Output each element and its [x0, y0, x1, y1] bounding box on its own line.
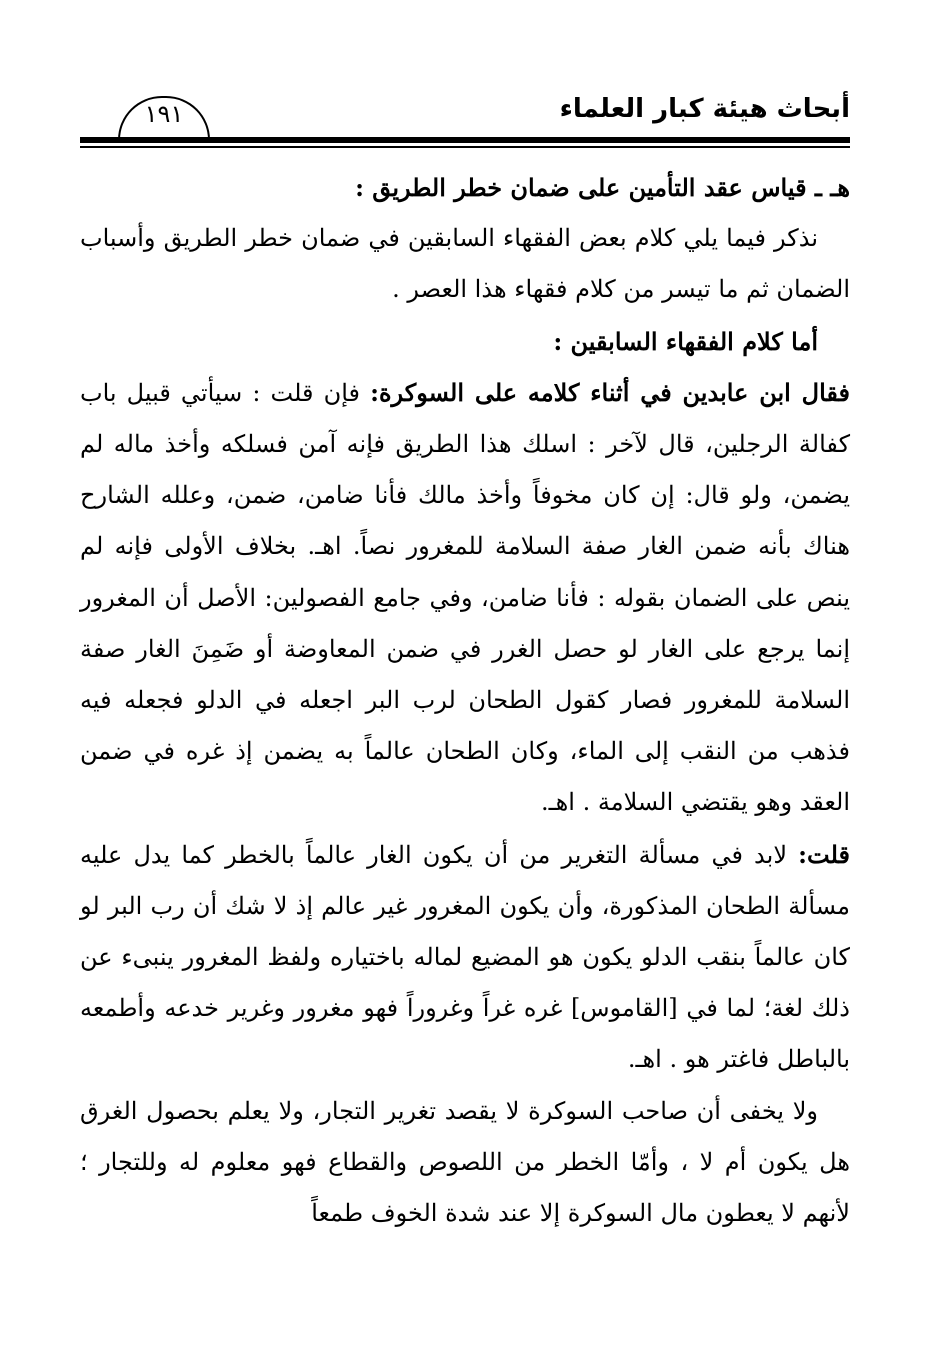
section-heading: هـ ـ قياس عقد التأمين على ضمان خطر الطريق : — [355, 173, 850, 202]
header-rule-thick — [80, 137, 850, 143]
qult-paragraph — [80, 829, 850, 1086]
intro-paragraph: نذكر فيما يلي كلام بعض الفقهاء السابقين في ضمان خطر الطريق وأسباب الضمان ثم ما تيسر من كلام فقهاء هذا العصر . — [80, 224, 850, 304]
qult-text: لابد في مسألة التغرير من أن يكون الغار عالماً بالخطر كما يدل عليه مسألة الطحان المذكورة، وأن يكون المغرور غير عالم إذ لا شك أن رب البر لو كان عالماً بنقب الدلو يكون هو المضيع لماله باختياره ولفظ المغرور ينبىء عن ذلك لغة؛ لما في [القاموس] غره غراً وغروراً فهو مغرور وغرير خدعه وأطمعه بالباطل فاغتر هو . اهـ. — [80, 840, 850, 1074]
header-rule-thin — [80, 146, 850, 148]
page-number: ١٩١ — [144, 100, 184, 128]
ibn-abidin-lead: فقال ابن عابدين في أثناء كلامه على السوكرة: — [370, 377, 851, 407]
body-text — [80, 162, 850, 1239]
qult-label: قلت: — [798, 839, 850, 869]
sub-heading: أما كلام الفقهاء السابقين : — [553, 326, 818, 356]
ibn-abidin-text: فإن قلت : سيأتي قبيل باب كفالة الرجلين، قال لآخر : اسلك هذا الطريق فإنه آمن فسلكه وأخذ ماله لم يضمن، ولو قال: إن كان مخوفاً وأخذ مالك فأنا ضامن، ضمن، وعلله الشارح هناك بأنه ضمن الغار صفة السلامة للمغرور نصاً. اهـ. بخلاف الأولى فإنه لم ينص على الضمان بقوله : فأنا ضامن، وفي جامع الفصولين: الأصل أن المغرور إنما يرجع على الغار لو حصل الغرر في ضمن المعاوضة أو ضَمِنَ الغار صفة السلامة للمغرور فصار كقول الطحان لرب البر اجعله في الدلو فجعله فيه فذهب من النقب إلى الماء، وكان الطحان عالماً به يضمن إذ غره في ضمن العقد وهو يقتضي السلامة . اهـ. — [80, 378, 850, 817]
running-header-title: أبحاث هيئة كبار العلماء — [559, 94, 850, 124]
final-paragraph: ولا يخفى أن صاحب السوكرة لا يقصد تغرير التجار، ولا يعلم بحصول الغرق هل يكون أم لا ، وأمّا الخطر من اللصوص والقطاع فهو معلوم له وللتجار ؛ لأنهم لا يعطون مال السوكرة إلا عند شدة الخوف طمعاً — [80, 1096, 850, 1228]
ibn-abidin-paragraph — [80, 367, 850, 829]
